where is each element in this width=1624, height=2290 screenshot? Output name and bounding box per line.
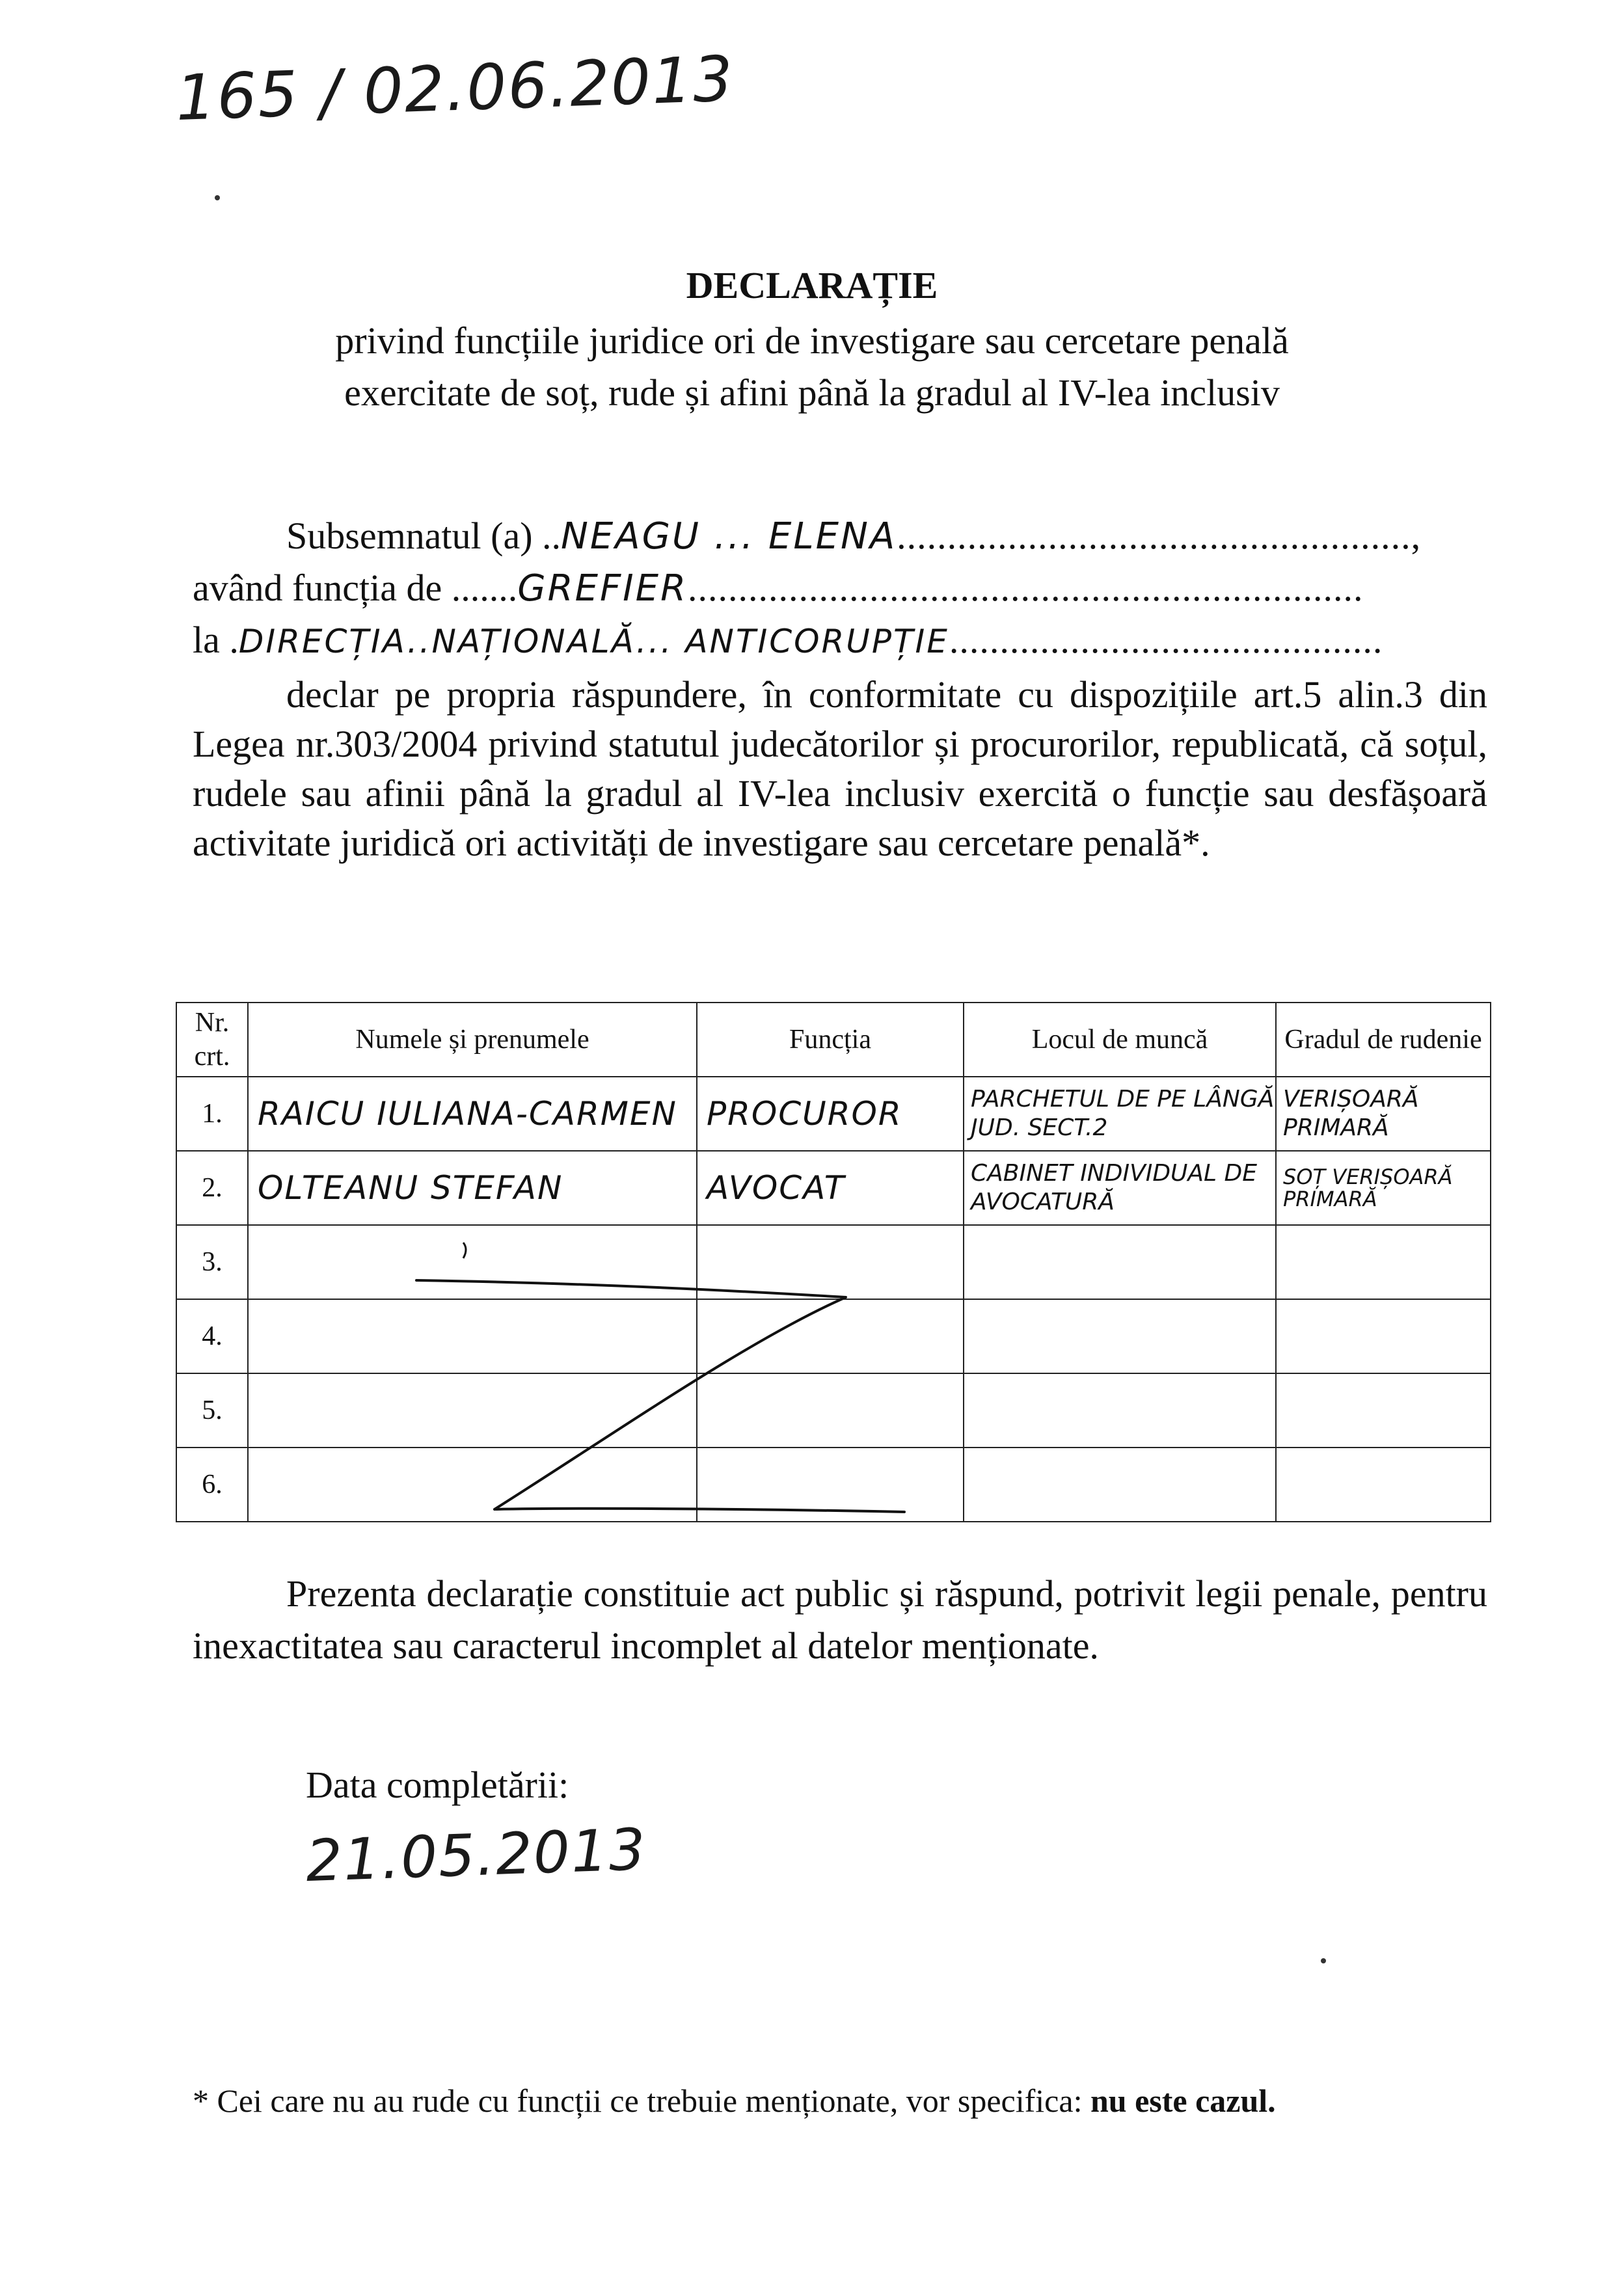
header-name: Numele și prenumele (248, 1003, 697, 1077)
row-name: OLTEANU STEFAN (248, 1151, 697, 1225)
header-nr: Nr. crt. (176, 1003, 248, 1077)
row-number: 6. (176, 1448, 248, 1522)
institution-value: DIRECȚIA..NAȚIONALĂ... ANTICORUPȚIE (238, 623, 949, 660)
row-number: 3. (176, 1225, 248, 1299)
footnote-text: * Cei care nu au rude cu funcții ce trebuie menționate, vor specifica: (193, 2082, 1090, 2119)
footnote-emphasis: nu este cazul. (1090, 2082, 1276, 2119)
name-label: Subsemnatul (a) .. (286, 515, 562, 557)
name-dots: ..................................................., (897, 515, 1422, 557)
row-workplace: CABINET INDIVIDUAL DE AVOCATURĂ (964, 1151, 1276, 1225)
row-degree: SOȚ VERIȘOARĂ PRIMARĂ (1276, 1151, 1491, 1225)
row-degree: VERIȘOARĂ PRIMARĂ (1276, 1077, 1491, 1151)
registration-number: 165 / 02.06.2013 (174, 42, 735, 135)
document-title: DECLARAȚIE (686, 264, 938, 306)
row-number: 4. (176, 1299, 248, 1373)
row-function: PROCUROR (697, 1077, 964, 1151)
row-function: AVOCAT (697, 1151, 964, 1225)
name-value: NEAGU ... ELENA (561, 515, 897, 558)
header-workplace: Locul de muncă (964, 1003, 1276, 1077)
institution-dots: ........................................... (949, 619, 1383, 661)
date-value: 21.05.2013 (304, 1815, 648, 1895)
row-name: RAICU IULIANA-CARMEN (248, 1077, 697, 1151)
institution-label: la . (193, 619, 239, 661)
closing-paragraph: Prezenta declarație constituie act public și răspund, potrivit legii penale, pentru inexactitatea sau caracterul incomplet al datelor menționate. (193, 1572, 1487, 1667)
position-dots: ................................................................... (687, 567, 1364, 609)
date-label: Data completării: (306, 1764, 569, 1806)
footnote (193, 2082, 1276, 2120)
document-subtitle-line2: exercitate de soț, rude și afini până la gradul al IV-lea inclusiv (344, 371, 1280, 414)
position-value: GREFIER (517, 567, 688, 610)
row-number: 2. (176, 1151, 248, 1225)
row-number: 5. (176, 1373, 248, 1448)
row-number: 1. (176, 1077, 248, 1151)
header-degree: Gradul de rudenie (1276, 1003, 1491, 1077)
document-subtitle-line1: privind funcțiile juridice ori de investigare sau cercetare penală (335, 319, 1289, 362)
position-label: având funcția de ....... (193, 567, 518, 609)
header-function: Funcția (697, 1003, 964, 1077)
row-workplace: PARCHETUL DE PE LÂNGĂ JUD. SECT.2 (964, 1077, 1276, 1151)
declaration-paragraph: declar pe propria răspundere, în conformitate cu dispozițiile art.5 alin.3 din Legea nr.303/2004 privind statutul judecătorilor și procurorilor, republicată, că soțul, rudele sau afinii până la gradul al IV-lea inclusiv exercită o funcție sau desfășoară activitate juridică ori activități de investigare sau cercetare penală*. (193, 673, 1487, 864)
